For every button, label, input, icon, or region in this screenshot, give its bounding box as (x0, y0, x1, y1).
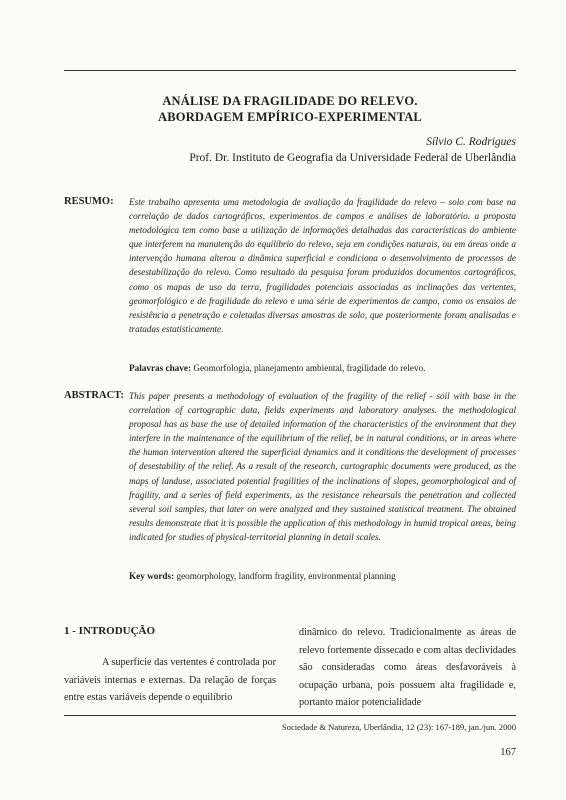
intro-right-column: dinâmico do relevo. Tradicionalmente as áreas de relevo fortemente dissecado e com altas declividades são consideradas como áreas desfavoráveis à ocupação urbana, pois possuem alta fragilidade e, portanto maior potencialidade (299, 627, 516, 708)
author-affiliation: Prof. Dr. Instituto de Geografia da Universidade Federal de Uberlândia (189, 152, 516, 164)
top-rule (64, 70, 516, 71)
section-heading: 1 - INTRODUÇÃO (64, 625, 156, 637)
abstract-keywords (129, 571, 516, 581)
abstract-keywords-label: Key words: (129, 571, 175, 581)
resumo-keywords-text: Geomorfologia, planejamento ambiental, fragilidade do relevo. (193, 363, 426, 373)
journal-citation: Sociedade & Natureza, Uberlândia, 12 (23): 167-189, jan./jun. 2000 (281, 722, 516, 732)
article-title (64, 93, 516, 125)
page-number: 167 (500, 747, 516, 758)
resumo-keywords-label: Palavras chave: (129, 363, 192, 373)
footer-rule (64, 715, 516, 716)
abstract-text: This paper presents a methodology of evaluation of the fragility of the relief - soil with base in the correlation of cartographic data, fields experiments and laboratory analyses. the methodological proposal has as base the use of detailed information of the characteristics of the environment that they interfere in the maintenance of the equilibrium of the relief, be in natural conditions, or in areas where the human intervention altered the superficial dynamics and it conditions the development of processes of desestability of the relief. As a result of the research, cartographic documents were produced, as the maps of landuse, associated potential fragilities of the inclinations of slopes, geomorphological and of fragility, and a series of field experiments, as the resistance rehearsals the penetration and collected several soil samples, that later on were analyzed and they sustained statistical treatment. The obtained results demonstrate that it is possible the application of this methodology in humid tropical areas, being indicated for studies of physical-territorial planning in detail scales. (129, 391, 516, 542)
abstract-keywords-text: geomorphology, landform fragility, environmental planning (176, 571, 396, 581)
resumo-text: Este trabalho apresenta uma metodologia de avaliação da fragilidade do relevo – solo com base na correlação de dados cartográficos, experimentos de campos e análises de laboratório. a proposta metodológica tem como base a utilização de informações detalhadas das características do ambiente que interferem na manutenção do equilíbrio do relevo, seja em condições naturais, ou em áreas onde a intervenção humana alterou a dinâmica superficial e condiciona o desenvolvimento de processos de desestabilização do relevo. Como resultado da pesquisa foram produzidos documentos cartográficos, como os mapas de uso da terra, fragilidades potenciais associadas as inclinações das vertentes, geomorfológico e de fragilidade do relevo e uma série de experimentos de campo, como os ensaios de resistência a penetração e coletadas diversas amostras de solo, que posteriormente foram analisadas e tratadas estatisticamente. (129, 197, 516, 334)
author-name: Sílvio C. Rodrigues (426, 136, 516, 148)
intro-left-column: A superfície das vertentes é controlada por variáveis internas e externas. Da relação de forças entre estas variáveis depende o equilíbrio (64, 657, 276, 703)
title-line-1: ANÁLISE DA FRAGILIDADE DO RELEVO. (162, 94, 418, 108)
title-line-2: ABORDAGEM EMPÍRICO-EXPERIMENTAL (158, 110, 422, 124)
resumo-keywords (129, 363, 516, 373)
resumo-label: RESUMO: (64, 196, 114, 207)
abstract-label: ABSTRACT: (64, 390, 124, 401)
